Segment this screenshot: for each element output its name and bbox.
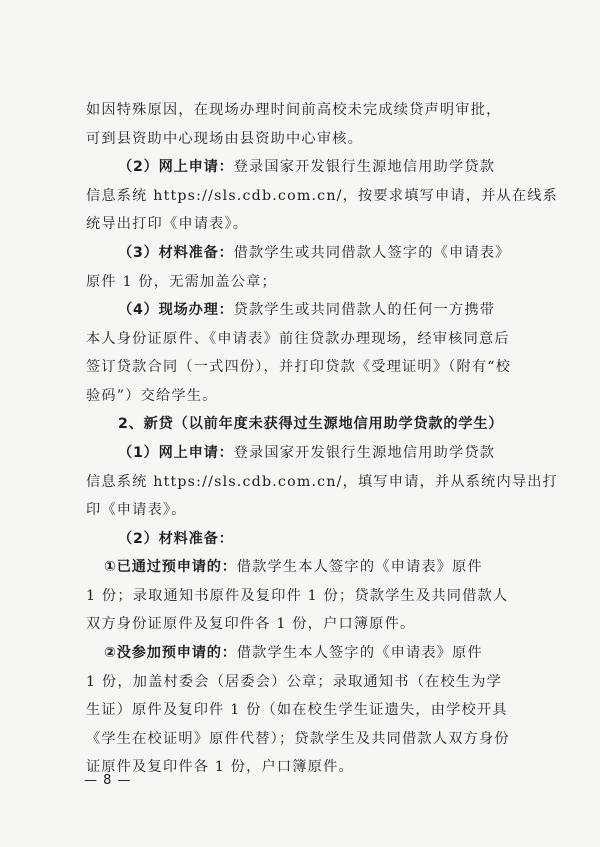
section-line-online-application-new bbox=[118, 443, 495, 463]
paragraph-line: 1 份，加盖村委会（居委会）公章；录取通知书（在校生为学 bbox=[86, 674, 503, 690]
paragraph-line: 如因特殊原因，在现场办理时间前高校未完成续贷声明审批， bbox=[86, 102, 502, 118]
paragraph-line: 信息系统 https://sls.cdb.com.cn/，按要求填写申请，并从在线系 bbox=[86, 188, 559, 204]
subsection-heading-new-loan: 2、新贷（以前年度未获得过生源地信用助学贷款的学生） bbox=[118, 416, 504, 432]
paragraph-text: 借款学生本人签字的《申请表》原件 bbox=[236, 645, 483, 661]
paragraph-text: 借款学生或共同借款人签字的《申请表》 bbox=[233, 245, 511, 261]
item-heading: ②没参加预申请的： bbox=[104, 645, 237, 661]
item-line-pre-applied bbox=[104, 557, 483, 577]
section-heading: （2）网上申请： bbox=[118, 159, 234, 175]
paragraph-line: 印《申请表》。 bbox=[86, 502, 187, 518]
paragraph-text: 登录国家开发银行生源地信用助学贷款 bbox=[233, 159, 496, 175]
paragraph-line: 《学生在校证明》原件代替）；贷款学生及共同借款人双方身份 bbox=[86, 731, 510, 747]
paragraph-text: 借款学生本人签字的《申请表》原件 bbox=[236, 559, 483, 575]
paragraph-line: 双方身份证原件及复印件各 1 份，户口簿原件。 bbox=[86, 616, 416, 632]
section-line-materials bbox=[118, 243, 511, 263]
paragraph-text: 登录国家开发银行生源地信用助学贷款 bbox=[233, 445, 496, 461]
paragraph-line: 签订贷款合同（一式四份），并打印贷款《受理证明》（附有“校 bbox=[86, 359, 512, 375]
paragraph-line: 可到县资助中心现场由县资助中心审核。 bbox=[86, 131, 363, 147]
section-line-onsite bbox=[118, 300, 495, 320]
paragraph-line: 验码”）交给学生。 bbox=[86, 388, 218, 404]
page-number: — 8 — bbox=[84, 773, 132, 788]
section-heading-materials-new: （2）材料准备： bbox=[118, 531, 234, 547]
paragraph-line: 统导出打印《申请表》。 bbox=[86, 216, 249, 232]
section-heading: （4）现场办理： bbox=[118, 302, 234, 318]
paragraph-line: 1 份；录取通知书原件及复印件 1 份；贷款学生及共同借款人 bbox=[86, 588, 509, 604]
paragraph-line: 证原件及复印件各 1 份，户口簿原件。 bbox=[86, 759, 354, 775]
section-heading: （1）网上申请： bbox=[118, 445, 234, 461]
section-line-online-application bbox=[118, 157, 495, 177]
paragraph-text: 贷款学生或共同借款人的任何一方携带 bbox=[233, 302, 496, 318]
paragraph-line: 信息系统 https://sls.cdb.com.cn/，填写申请，并从系统内导出打 bbox=[86, 474, 559, 490]
paragraph-line: 生证）原件及复印件 1 份（如在校生学生证遗失，由学校开具 bbox=[86, 702, 508, 718]
item-heading: ①已通过预申请的： bbox=[104, 559, 237, 575]
paragraph-line: 原件 1 份，无需加盖公章； bbox=[86, 274, 277, 290]
section-heading: （3）材料准备： bbox=[118, 245, 234, 261]
item-line-not-pre-applied bbox=[104, 643, 483, 663]
paragraph-line: 本人身份证原件、《申请表》前往贷款办理现场，经审核同意后 bbox=[86, 331, 510, 347]
